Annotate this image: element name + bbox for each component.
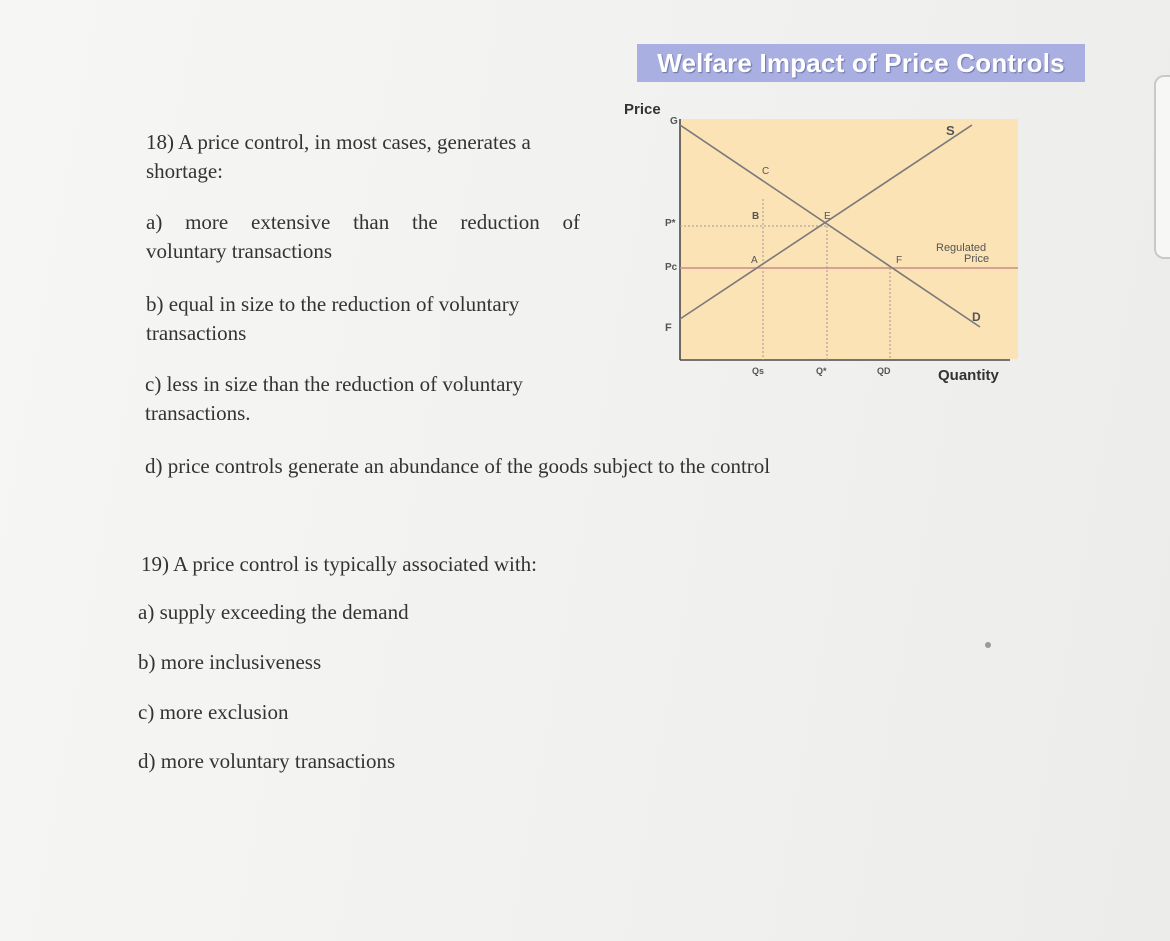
q18-option-b: b) equal in size to the reduction of voluntary transactions (146, 292, 520, 345)
q19-option-d: d) more voluntary transactions (138, 749, 396, 773)
q19-option-a: a) supply exceeding the demand (138, 600, 409, 624)
label-p-c: Pc (665, 262, 678, 273)
label-a: A (751, 255, 758, 266)
q18-option-a-line1: a) more extensive than the reduction of (146, 210, 580, 234)
figure-title: Welfare Impact of Price Controls (637, 44, 1085, 82)
q19-stem: 19) A price control is typically associated with: (141, 552, 537, 576)
label-s: S (946, 123, 955, 138)
label-p-star: P* (665, 218, 676, 229)
q19-option-c: c) more exclusion (138, 700, 289, 724)
q18-stem: 18) A price control, in most cases, generates a shortage: (146, 130, 531, 183)
q18-option-a (146, 208, 580, 266)
label-g: G (670, 116, 678, 127)
label-f-axis: F (665, 322, 672, 334)
label-f-demand: F (896, 255, 903, 266)
label-qs: Qs (752, 366, 765, 376)
y-axis-label: Price (624, 101, 661, 118)
label-qstar: Q* (816, 366, 827, 376)
stray-mark (985, 642, 991, 648)
label-d: D (972, 310, 981, 324)
price-control-diagram (600, 95, 1030, 395)
q19-option-b: b) more inclusiveness (138, 650, 322, 674)
label-e: E (824, 211, 831, 222)
label-qd: QD (877, 366, 891, 376)
label-c: C (762, 166, 770, 177)
label-b: B (752, 211, 760, 222)
q18-option-a-line2: voluntary transactions (146, 239, 333, 263)
regulated-price-label-2: Price (964, 253, 990, 265)
regulated-price-label-1: Regulated (936, 242, 987, 254)
q18-option-c: c) less in size than the reduction of voluntary transactions. (145, 372, 523, 425)
q18-option-d: d) price controls generate an abundance of the goods subject to the control (145, 454, 771, 478)
x-axis-label: Quantity (938, 367, 999, 384)
page-edge (1154, 75, 1170, 259)
